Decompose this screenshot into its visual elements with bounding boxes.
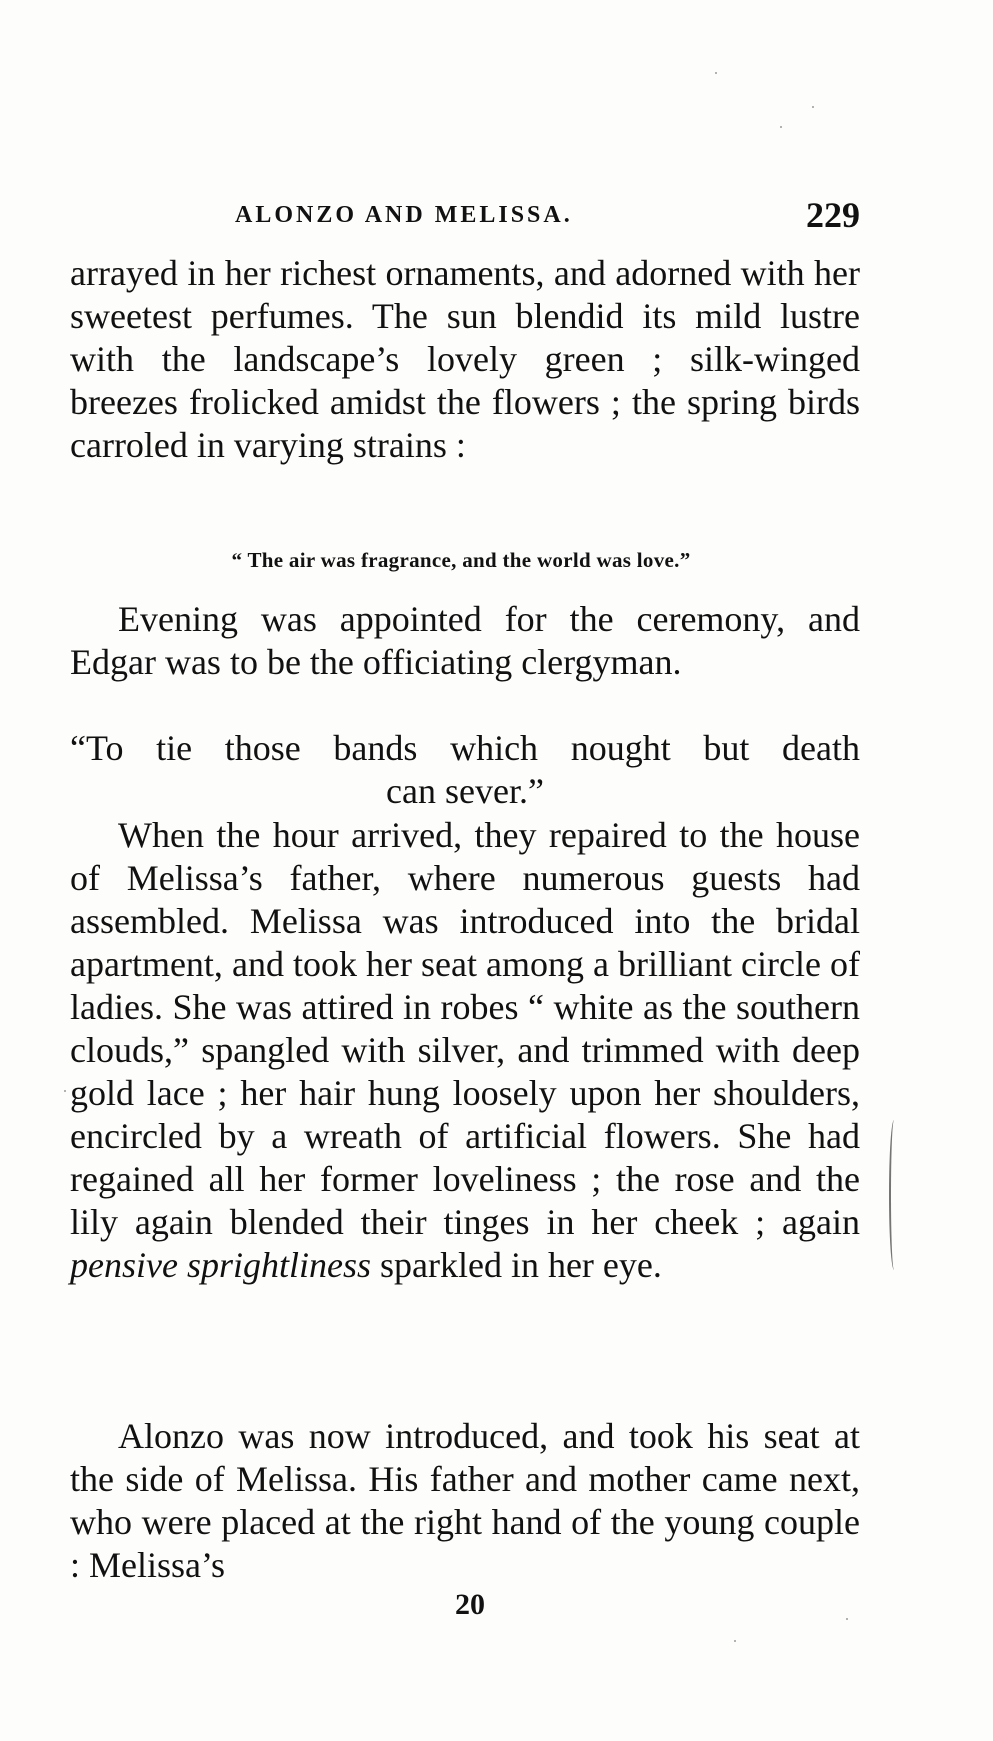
paragraph-3-text-start: When the hour arrived, they repaired to the house of Melissa’s father, where numerous guests had assembled. Melissa was introduced into the bridal apartment, and took her seat among a brilliant circle of ladies. She was attired in robes “ white as the southern clouds,” spangled with silver, and trimmed with deep gold lace ; her hair hung loosely upon her shoulders, encircled by a wreath of artificial flowers. She had regained all her former loveliness ; the rose and the lily again blended their tinges in her cheek ; again xyxy=(70,815,860,1242)
page-header xyxy=(235,194,860,240)
paragraph-4: Alonzo was now introduced, and took his seat at the side of Melissa. His father and mother came next, who were placed at the right hand of the young couple : Melissa’s xyxy=(70,1416,860,1585)
paragraph-2: Evening was appointed for the ceremony, and Edgar was to be the officiating clergyman. xyxy=(70,599,860,682)
epigraph-quote: “ The air was fragrance, and the world was love.” xyxy=(231,548,691,572)
ink-speck xyxy=(846,1618,848,1620)
paragraph-3-italic-phrase: pensive sprightliness xyxy=(70,1245,371,1285)
margin-annotation-line xyxy=(889,1120,899,1270)
paragraph-3 xyxy=(70,814,860,1287)
ink-speck xyxy=(715,72,717,74)
ink-speck xyxy=(734,1640,736,1642)
running-head: ALONZO AND MELISSA. xyxy=(235,202,573,228)
ink-speck xyxy=(64,1090,66,1092)
page-number: 229 xyxy=(806,195,860,235)
paragraph-3-text-end: sparkled in her eye. xyxy=(370,1245,662,1285)
paragraph-1: arrayed in her richest ornaments, and adorned with her sweetest perfumes. The sun blendid its mild lustre with the landscape’s lovely green ; silk-winged breezes frolicked amidst the flowers ; the spring birds carroled in varying strains : xyxy=(70,253,860,465)
block-quote-line-1: “To tie those bands which nought but death xyxy=(70,728,860,768)
ink-speck xyxy=(780,126,782,128)
ink-speck xyxy=(812,106,814,108)
signature-mark: 20 xyxy=(455,1588,485,1621)
block-quote-line-2: can sever.” xyxy=(386,771,544,811)
block-quote xyxy=(70,727,860,813)
